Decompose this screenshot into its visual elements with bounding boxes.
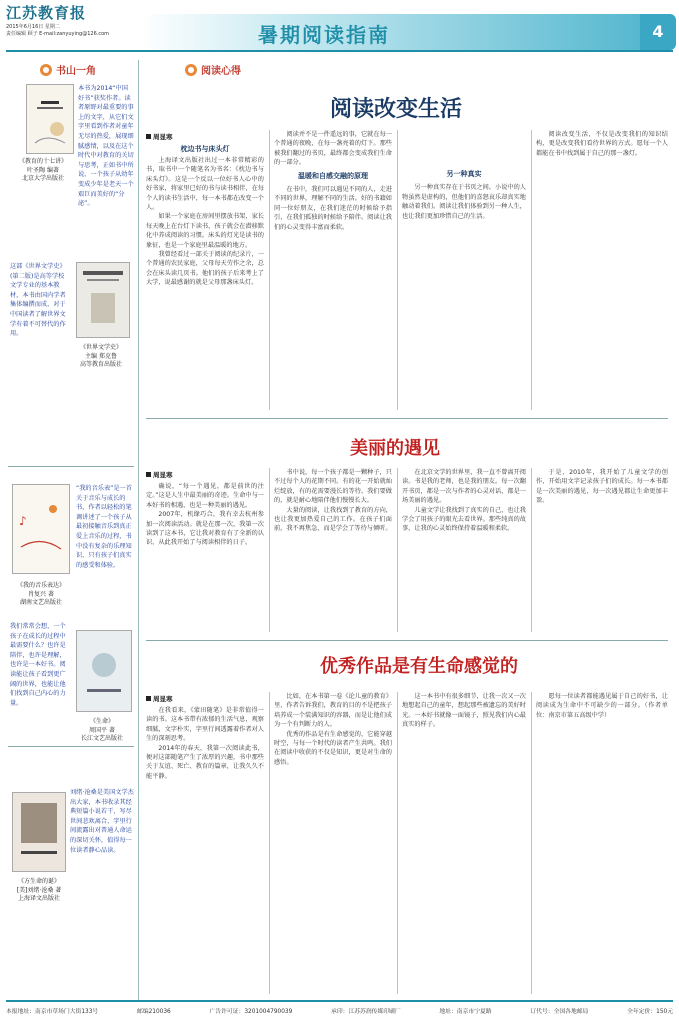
book-blurb-5: 刘绪·沧桑是美国文学杰出大家，本书收录其经典短篇小说若干，写尽世间悲欢离合，字里行间流露出对普通人命运的深切关怀，值得每一位读者静心品读。	[70, 789, 134, 854]
header-rule	[6, 50, 673, 52]
book-author: 叶圣陶 编著	[27, 166, 59, 174]
paragraph: 在书中，我们可以遇见不同的人，走进不同的世界，理解不同的生活。好的书籍如同一位好朋友，在我们迷茫的时候给予指引，在我们孤独的时候给予陪伴。阅读让我们的心灵变得丰富而柔软。	[274, 186, 392, 231]
articles-tag	[185, 62, 241, 77]
issue-editor: 责任编辑 顾子 E-mail:zanyuying@126.com	[6, 31, 110, 37]
article-1-subhead-3: 另一种真实	[446, 170, 482, 178]
footer-code: 订代号：全国各地邮局	[530, 1009, 589, 1015]
page-header	[0, 0, 679, 52]
column-rule	[531, 130, 532, 410]
book-author: [美]刘绪·沧桑 著	[16, 886, 62, 894]
footer-address: 本报地址：南京市草场门大街133号	[6, 1009, 99, 1015]
article-2-body-col-4	[536, 468, 668, 632]
paragraph: 上海译文出版社出过一本非常精彩的书，取书中一个随笔名为书名：《枕边书与床头灯》。这是一个反以一位好书人心中的好书家，将家里已好的书与读书相伴，在每个人的读书生活中，每一本书都在改变一个人。	[146, 157, 264, 212]
book-title: 《方生命的诞》	[17, 878, 60, 885]
paragraph: 另一种真实存在于书页之间。小说中的人物虽然是虚构的，但他们的喜怒哀乐却真实地触动着我们。阅读让我们体验到另一种人生，也让我们更加珍惜自己的生活。	[402, 184, 526, 220]
paragraph: 愿每一位读者都能遇见属于自己的好书，让阅读成为生命中不可缺少的一部分。（作者单位：南京市第五高级中学）	[536, 693, 668, 719]
book-cover-art	[13, 485, 69, 573]
book-publisher: 上海译文出版社	[17, 895, 60, 902]
square-bullet-icon	[146, 696, 151, 701]
article-1-subhead-2: 温暖和自感交融的原理	[298, 171, 368, 180]
square-bullet-icon	[146, 134, 151, 139]
page-footer	[6, 1006, 673, 1015]
column-rule	[531, 468, 532, 632]
article-1-headline: 阅读改变生活	[330, 97, 463, 122]
column-rule	[397, 692, 398, 994]
paragraph: 比如，在本书第一卷《论儿童的教育》里，作者告诉我们，教育的目的不是把孩子培养成一个装满知识的容器，而是让他们成为一个有判断力的人。	[274, 693, 392, 729]
book-title: 《生命》	[89, 718, 114, 725]
column-rule	[397, 130, 398, 410]
header-banner	[140, 14, 640, 50]
page-number: 4	[640, 14, 676, 50]
book-caption-2	[64, 344, 138, 370]
book-author: 周国平 著	[89, 726, 115, 734]
footer-printer-address: 地址：南京市宁夏路	[439, 1009, 492, 1015]
book-author: 肖复兴 著	[28, 590, 54, 598]
issue-date: 2015年6月16日 星期二	[6, 24, 60, 30]
author-name: 周显寒	[153, 471, 173, 479]
footer-license: 广告许可证：3201004790039	[209, 1009, 293, 1015]
sidebar-tag	[40, 62, 96, 77]
book-cover-5	[12, 792, 66, 872]
paragraph: 我曾经看过一部关于阅读的纪录片，一个普通的农民家庭，父母每天劳作之余，总会在床头读几页书。他们的孩子后来考上了大学，说最感谢的就是父母那盏床头灯。	[146, 251, 264, 287]
article-2-body-col-1	[146, 482, 264, 632]
column-rule	[531, 692, 532, 994]
paragraph: 大量的阅读，让我找到了教育的方向，也让我更加热爱自己的工作。在孩子们面前，我不再焦急，而是学会了等待与倾听。	[274, 506, 392, 533]
article-2-headline: 美丽的遇见	[350, 438, 440, 459]
book-cover-art	[77, 631, 131, 711]
sidebar-divider	[138, 60, 139, 1000]
book-blurb-3: “我的音乐表”是一首关于音乐与成长的书，作者以轻松的笔调讲述了一个孩子从最初接触音乐到真正爱上音乐的过程，书中没有复杂的乐理知识，只有孩子们真实的感受和体验。	[76, 485, 132, 569]
book-cover-2	[76, 262, 130, 338]
book-title: 《教育的十七讲》	[18, 158, 67, 165]
footer-postcode: 邮编210036	[137, 1009, 171, 1015]
footer-rule	[6, 1000, 673, 1002]
paragraph: 优秀的作品是有生命感觉的，它能穿越时空，与每一个时代的读者产生共鸣。我们在阅读中收获的不仅是知识，更是对生命的感悟。	[274, 730, 392, 766]
sidebar-rule	[8, 466, 134, 467]
issue-meta	[6, 24, 136, 38]
book-cover-1	[26, 84, 74, 154]
column-rule	[269, 468, 270, 632]
book-cover-4	[76, 630, 132, 712]
book-caption-3	[6, 582, 76, 608]
paragraph: 在北京文学的世界里，我一直不曾离开阅读。书是我的老师，也是我的朋友。每一次翻开书页，都是一次与作者的心灵对话，都是一场美丽的遇见。	[402, 469, 526, 505]
article-3-body-col-2	[274, 692, 392, 994]
column-rule	[397, 468, 398, 632]
column-rule	[269, 692, 270, 994]
paragraph: 阅读并不是一件遥远的事，它就在每一个普通的夜晚，在每一盏亮着的灯下。那些被我们翻过的书页，最终都会变成我们生命的一部分。	[274, 131, 392, 167]
article-2-byline	[146, 470, 173, 479]
paragraph: 确说，“每一个遇见，都是前世的注定。”这是人生中最美丽的奇迹。生命中与一本好书的相遇，也是一种美丽的遇见。	[146, 483, 264, 509]
article-2-body-col-3	[402, 468, 526, 632]
article-3-body-col-3	[402, 692, 526, 994]
footer-printer: 承印：江苏苏润传媒印刷厂	[331, 1009, 401, 1015]
book-caption-5	[4, 878, 74, 904]
book-caption-4	[66, 718, 138, 744]
section-title: 暑期阅读指南	[258, 23, 390, 47]
article-1-body-col-2	[274, 130, 392, 410]
sidebar-tag-label: 书山一角	[56, 66, 96, 77]
book-title: 《我的音乐表达》	[16, 582, 65, 589]
article-1-subhead-1: 枕边书与床头灯	[180, 145, 230, 153]
sidebar-rule	[8, 746, 134, 747]
article-1-body-col-3	[402, 130, 526, 410]
paragraph: 如果一个家庭在房间里摆放书架，家长每天晚上在台灯下读书，孩子就会在潜移默化中养成阅读的习惯。床头的灯光是读书的象征，也是一个家庭里最温暖的地方。	[146, 213, 264, 249]
column-rule	[269, 130, 270, 410]
article-1-body-col-1	[146, 156, 264, 408]
book-publisher: 高等教育出版社	[79, 361, 122, 368]
paragraph: 这一本书中有很多细节，让我一次又一次地想起自己的童年，想起那些被遗忘的美好时光。一本好书就像一面镜子，照见我们内心最真实的样子。	[402, 693, 526, 729]
masthead-logo: 江苏教育报	[6, 4, 87, 22]
book-caption-1	[10, 158, 76, 184]
book-title: 《世界文学史》	[79, 344, 122, 351]
paragraph: 书中说，每一个孩子都是一颗种子，只不过每个人的花期不同。有的花一开始就灿烂绽放，有的花需要漫长的等待。我们要做的，就是耐心地陪伴他们慢慢长大。	[274, 469, 392, 505]
article-3-byline	[146, 694, 173, 703]
flower-icon	[185, 64, 197, 76]
book-publisher: 湖南文艺出版社	[19, 599, 62, 606]
book-publisher: 北京大学出版社	[21, 175, 64, 182]
paragraph: 于是，2010年，我开始了儿童文学的创作，开始用文字记录孩子们的成长。每一本书都是一次美丽的遇见，每一次遇见都让生命更加丰盈。	[536, 469, 668, 505]
article-1-body-col-4	[536, 130, 668, 410]
book-cover-3	[12, 484, 70, 574]
book-author: 主编 郑克鲁	[85, 352, 117, 360]
flower-icon	[40, 64, 52, 76]
article-3-body-col-4	[536, 692, 668, 994]
author-name: 周显寒	[153, 133, 173, 141]
paragraph: 2014年的春天，我第一次阅读此书，便对这部随笔产生了浓厚的兴趣，书中那些关于友谊、死亡、教育的篇章，让我久久不能平静。	[146, 744, 264, 780]
article-3-body-col-1	[146, 706, 264, 994]
article-separator	[146, 418, 668, 419]
article-2-body-col-2	[274, 468, 392, 632]
book-blurb-2: 这部《世界文学史》(第二版)是高等学校文学专业的基本教材，本书由国内学者集体编撰而成，对于中国读者了解世界文学有着不可替代的作用。	[10, 263, 66, 338]
article-1-byline	[146, 132, 173, 141]
author-name: 周显寒	[153, 695, 173, 703]
book-cover-art	[77, 263, 129, 337]
paragraph: 儿童文学让我找到了真实的自己，也让我学会了用孩子的眼光去看世界。那些纯真的故事，让我的心灵始终保持着温暖和柔软。	[402, 506, 526, 533]
article-3-headline: 优秀作品是有生命感觉的	[320, 656, 518, 677]
svg-text:♪: ♪	[19, 514, 27, 528]
book-blurb-1: 本书为2014“中国好书”获奖作者。读者原野对最重要的事上的文字，从它们文字里看到作者对童年无尽的热爱，展现细腻感情，以及在这个时代中对教育的关切与思考，正如书中所说，一个孩子从幼年变成少年是老天一个艰巨而美好的“分泌”。	[78, 85, 134, 208]
article-separator	[146, 640, 668, 641]
articles-tag-label: 阅读心得	[201, 66, 241, 77]
book-cover-art	[27, 85, 73, 153]
book-publisher: 长江文艺出版社	[80, 735, 123, 742]
book-cover-art	[13, 793, 65, 871]
paragraph: 在我看来，《蒙田随笔》是非常值得一读的书。这本书带有浓郁的生活气息，观察细腻，文字朴实，字里行间透露着作者对人生的深刻思考。	[146, 707, 264, 743]
footer-price: 全年定价：150元	[627, 1009, 673, 1015]
paragraph: 2007年，机缘巧合，我有幸去杭州参加一次阅读活动。就是在那一次，我第一次读到了这本书，它让我对教育有了全新的认识，从此我开始了与阅读相伴的日子。	[146, 511, 264, 547]
book-blurb-4: 我们常常会想，一个孩子在成长的过程中最需要什么？也许是陪伴，也许是理解，也许是一本好书。阅读能让孩子看到更广阔的世界，也能让他们找到自己内心的力量。	[10, 623, 66, 707]
paragraph: 阅读改变生活，不仅是改变我们的知识结构，更是改变我们看待世界的方式。愿每一个人都能在书中找到属于自己的那一盏灯。	[536, 131, 668, 157]
square-bullet-icon	[146, 472, 151, 477]
